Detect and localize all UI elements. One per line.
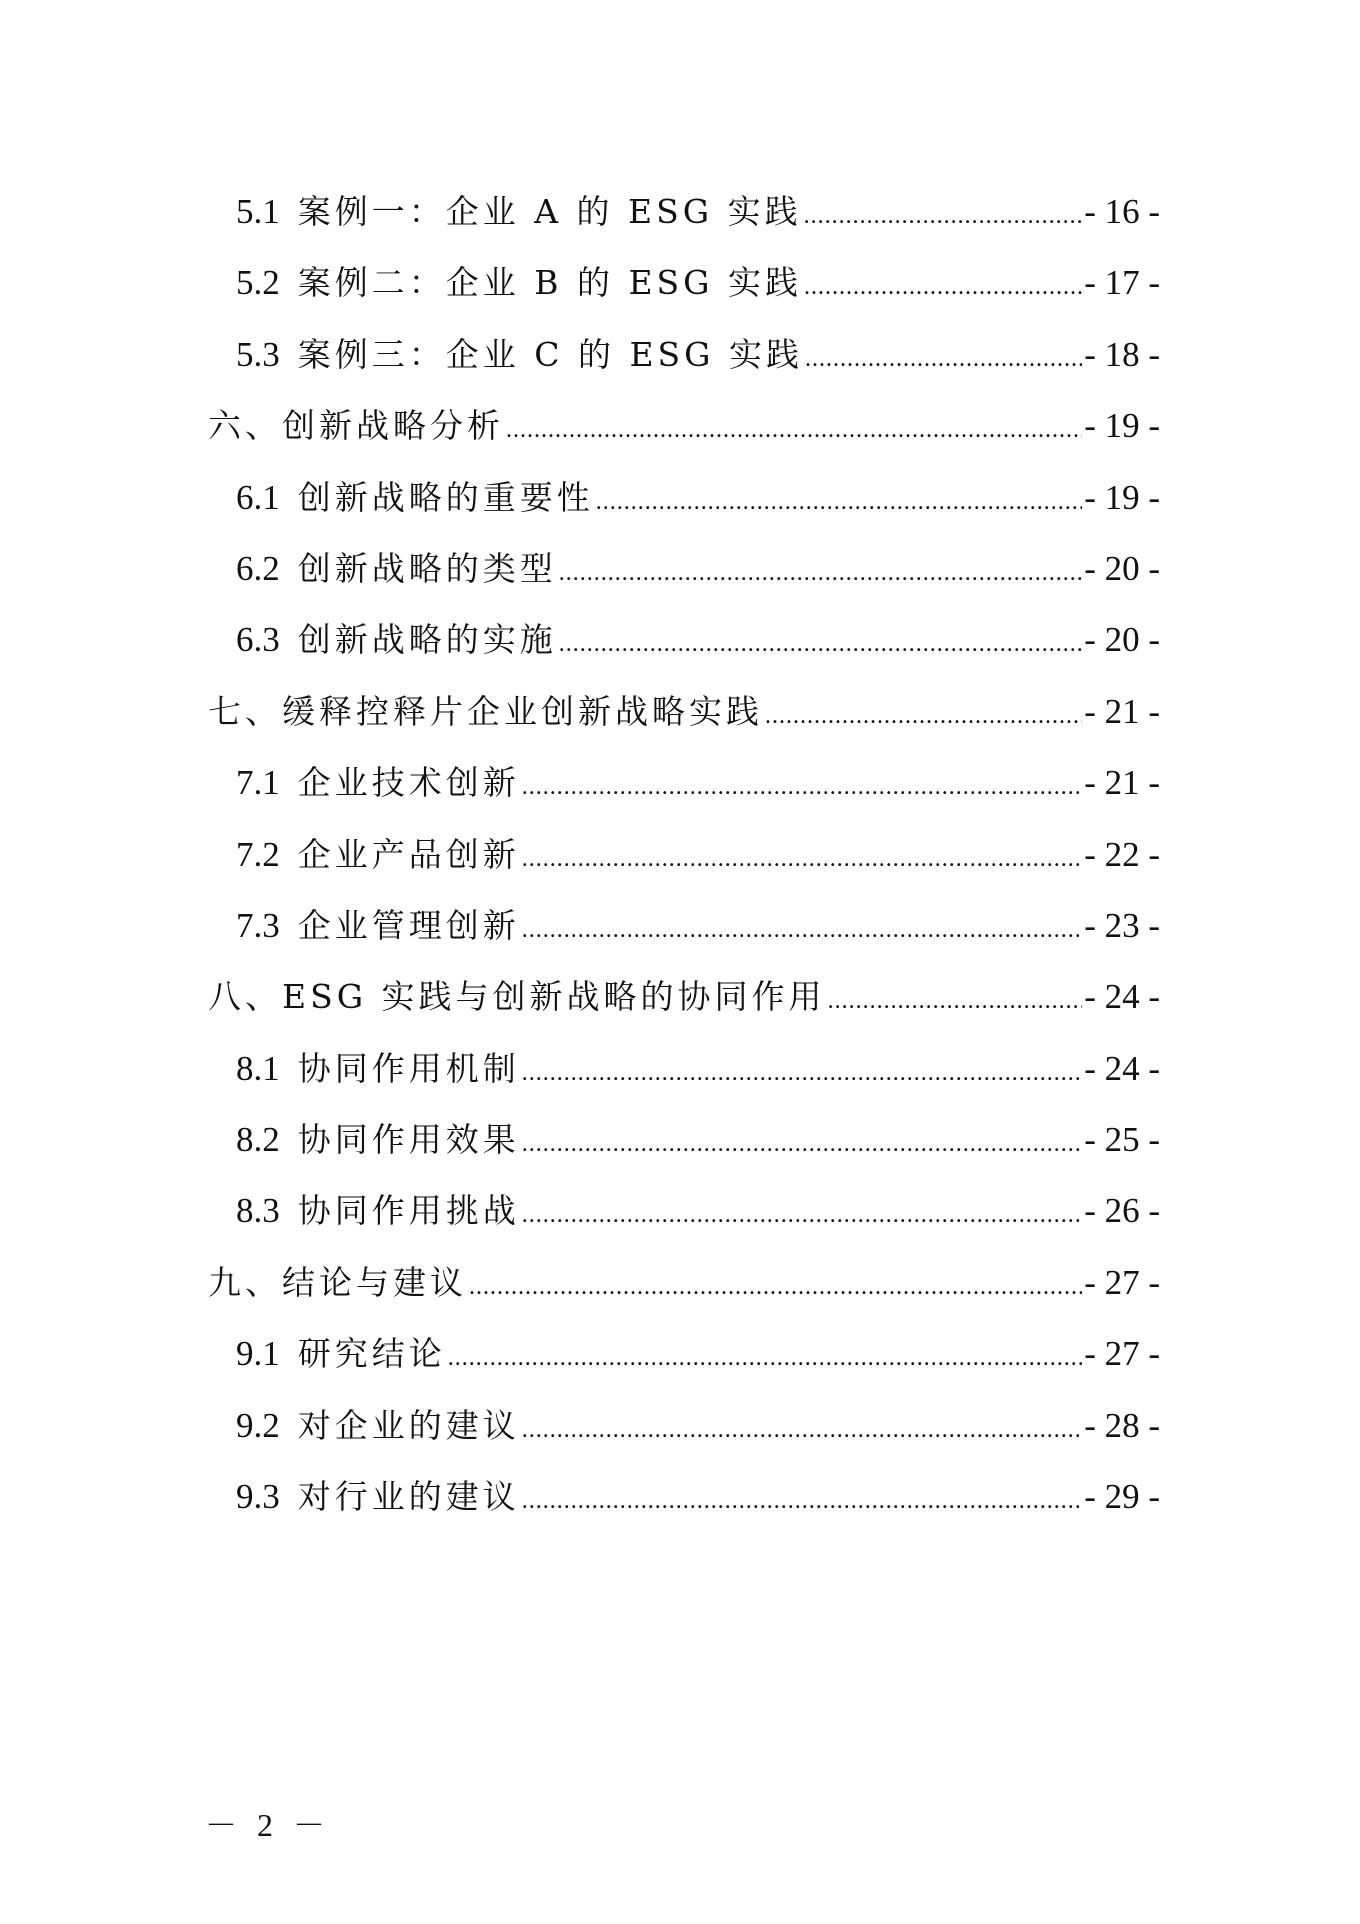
toc-dot-leader (522, 752, 1082, 823)
toc-chapter-entry[interactable] (208, 961, 1160, 1032)
toc-dot-leader (522, 1038, 1082, 1109)
toc-page-number: - 27 - (1084, 1334, 1160, 1374)
toc-page-number: - 16 - (1084, 192, 1160, 231)
toc-page-number: - 28 - (1084, 1405, 1160, 1445)
toc-chapter-entry[interactable] (208, 1247, 1160, 1318)
toc-dot-leader (506, 395, 1082, 466)
toc-section-number: 9.1 (236, 1334, 280, 1374)
toc-section-number: 5.1 (236, 192, 280, 231)
toc-dot-leader (448, 1323, 1082, 1394)
toc-page-number: - 21 - (1084, 763, 1160, 803)
toc-dot-leader (522, 1180, 1082, 1251)
toc-dot-leader (765, 681, 1082, 752)
toc-page-number: - 24 - (1084, 1048, 1160, 1088)
toc-page-number: - 19 - (1084, 406, 1160, 446)
toc-section-number: 8.3 (236, 1191, 280, 1231)
toc-section-title: 案例二：企业 B 的 ESG 实践 (297, 263, 803, 303)
toc-dot-leader (828, 966, 1083, 1037)
toc-page-number: - 27 - (1084, 1262, 1160, 1302)
toc-dot-leader (805, 324, 1082, 395)
toc-section-number: 7.1 (236, 763, 280, 803)
toc-section-number: 9.2 (236, 1405, 280, 1445)
toc-section-title: 研究结论 (297, 1334, 446, 1374)
toc-section-title: 对行业的建议 (297, 1477, 520, 1517)
toc-chapter-title: 七、缓释控释片企业创新战略实践 (208, 691, 763, 731)
toc-dot-leader (596, 467, 1082, 538)
toc-dot-leader (469, 1252, 1082, 1323)
toc-section-title: 创新战略的类型 (297, 548, 557, 588)
toc-section-title: 案例一：企业 A 的 ESG 实践 (297, 192, 802, 231)
toc-page-number: - 26 - (1084, 1191, 1160, 1231)
toc-entry[interactable] (208, 1461, 1160, 1532)
toc-page-number: - 25 - (1084, 1120, 1160, 1160)
toc-section-number: 5.2 (236, 263, 280, 303)
toc-page-number: - 21 - (1084, 691, 1160, 731)
toc-page-number: - 20 - (1084, 548, 1160, 588)
toc-entry[interactable] (208, 1390, 1160, 1461)
toc-dot-leader (804, 252, 1082, 323)
toc-dot-leader (522, 1466, 1082, 1537)
toc-dot-leader (804, 181, 1083, 252)
toc-section-title: 案例三：企业 C 的 ESG 实践 (297, 334, 804, 374)
toc-section-number: 6.1 (236, 477, 280, 517)
toc-dot-leader (559, 609, 1082, 680)
toc-page-number: - 18 - (1084, 334, 1160, 374)
toc-entry[interactable] (208, 462, 1160, 533)
toc-entry[interactable] (208, 247, 1160, 318)
toc-page-number: - 17 - (1084, 263, 1160, 303)
toc-entry[interactable] (208, 819, 1160, 890)
toc-entry[interactable] (208, 176, 1160, 247)
toc-section-title: 创新战略的实施 (297, 620, 557, 660)
toc-section-title: 创新战略的重要性 (297, 477, 594, 517)
toc-entry[interactable] (208, 747, 1160, 818)
toc-section-number: 8.2 (236, 1120, 280, 1160)
table-of-contents (208, 176, 1160, 1532)
toc-entry[interactable] (208, 319, 1160, 390)
toc-entry[interactable] (208, 604, 1160, 675)
toc-section-number: 9.3 (236, 1477, 280, 1517)
toc-section-title: 协同作用机制 (297, 1048, 520, 1088)
toc-entry[interactable] (208, 1318, 1160, 1389)
toc-section-number: 6.2 (236, 548, 280, 588)
toc-section-number: 7.3 (236, 905, 280, 945)
toc-chapter-entry[interactable] (208, 676, 1160, 747)
toc-entry[interactable] (208, 1104, 1160, 1175)
toc-section-title: 对企业的建议 (297, 1405, 520, 1445)
toc-dot-leader (522, 1395, 1082, 1466)
toc-section-title: 企业产品创新 (297, 834, 520, 874)
toc-dot-leader (522, 824, 1082, 895)
toc-chapter-title: 九、结论与建议 (208, 1262, 467, 1302)
toc-section-number: 7.2 (236, 834, 280, 874)
toc-entry[interactable] (208, 890, 1160, 961)
toc-page-number: - 22 - (1084, 834, 1160, 874)
toc-entry[interactable] (208, 1175, 1160, 1246)
toc-dot-leader (522, 895, 1082, 966)
toc-chapter-entry[interactable] (208, 390, 1160, 461)
toc-section-title: 协同作用效果 (297, 1120, 520, 1160)
toc-entry[interactable] (208, 1033, 1160, 1104)
toc-section-number: 5.3 (236, 334, 280, 374)
toc-section-number: 8.1 (236, 1048, 280, 1088)
toc-page-number: - 29 - (1084, 1477, 1160, 1517)
toc-dot-leader (559, 538, 1082, 609)
toc-page-number: - 23 - (1084, 905, 1160, 945)
toc-dot-leader (522, 1109, 1082, 1180)
toc-section-title: 企业技术创新 (297, 763, 520, 803)
toc-page-number: - 19 - (1084, 477, 1160, 517)
toc-section-number: 6.3 (236, 620, 280, 660)
toc-section-title: 企业管理创新 (297, 905, 520, 945)
toc-section-title: 协同作用挑战 (297, 1191, 520, 1231)
toc-page-number: - 24 - (1084, 977, 1160, 1017)
toc-entry[interactable] (208, 533, 1160, 604)
toc-chapter-title: 六、创新战略分析 (208, 406, 504, 446)
toc-chapter-title: 八、ESG 实践与创新战略的协同作用 (208, 977, 826, 1017)
page-footer-number: － 2 － (205, 1807, 332, 1843)
toc-page-number: - 20 - (1084, 620, 1160, 660)
